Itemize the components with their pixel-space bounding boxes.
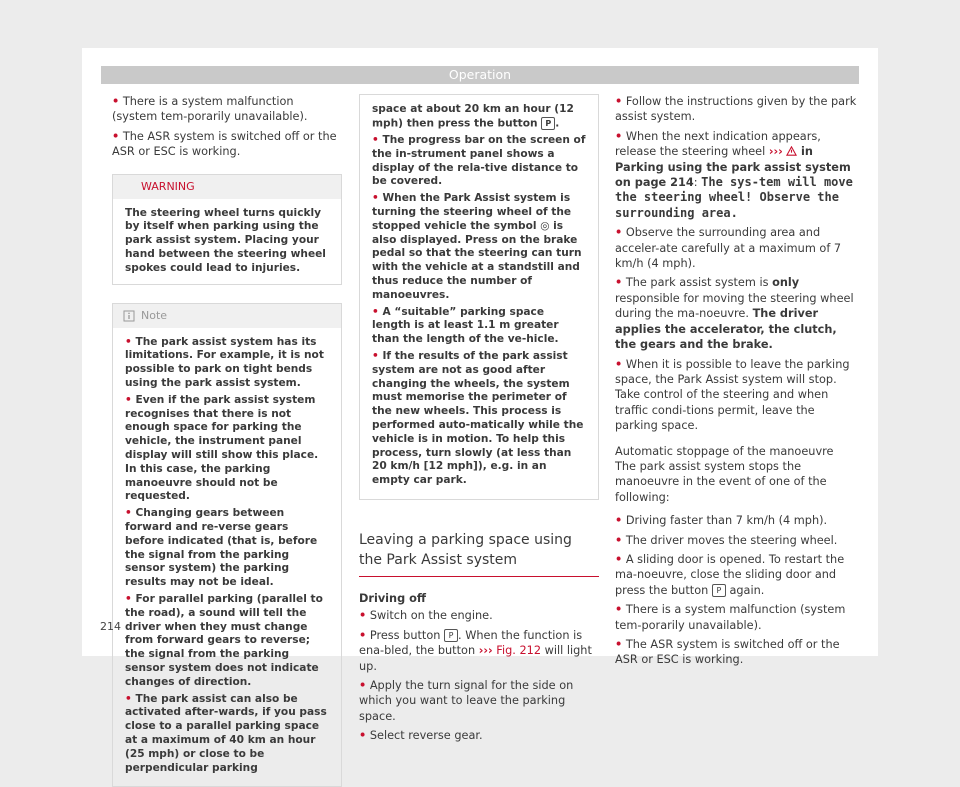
- arrow-icon: ›››: [478, 644, 493, 658]
- subheading-driving-off: Driving off: [359, 592, 427, 606]
- column-1: [112, 94, 342, 787]
- info-icon: [123, 310, 135, 322]
- list-item: • A “suitable” parking space length is at least 1.1 m greater than the length of the ve-hicle.: [372, 305, 559, 346]
- list-item: • The park assist system is only responsible for moving the steering wheel during the ma-noeuvre. The driver applies the accelerator, the clutch, the gears and the brake.: [615, 276, 854, 352]
- arrow-icon: ›››: [768, 145, 783, 159]
- list-item: • Observe the surrounding area and acceler-ate carefully at a maximum of 7 km/h (4 mph).: [615, 226, 842, 271]
- page-number: 214: [100, 620, 121, 633]
- warning-title: WARNING: [141, 179, 195, 193]
- warning-icon: [786, 146, 797, 156]
- column-2: [359, 94, 599, 748]
- note-box: [112, 303, 342, 787]
- park-assist-button-icon: P: [712, 584, 726, 597]
- list-item: • The park assist can also be activated after-wards, if you pass close to a parallel parking space at a maximum of 40 km an hour (25 mph) or close to be perpendicular parking: [125, 692, 327, 774]
- list-item: space at about 20 km an hour (12 mph) then press the button P .: [372, 103, 574, 130]
- list-item: • A sliding door is opened. To restart the ma-noeuvre, close the sliding door and press the button P again.: [615, 552, 845, 597]
- list-item: • The driver moves the steering wheel.: [615, 533, 838, 547]
- warning-header: [113, 175, 341, 199]
- list-item: • The progress bar on the screen of the in-strument panel shows a display of the rela-tive distance to be covered.: [372, 134, 586, 188]
- column-3: [615, 94, 857, 672]
- list-item: • When the Park Assist system is turning the steering wheel of the stopped vehicle the symbol ◎ is also displayed. Press on the brake pedal so that the steering can turn with the vehicle at a standstill and thus reduce the number of manoeuvres.: [372, 192, 582, 301]
- list-item: • If the results of the park assist system are not as good after changing the wheels, the system must memorise the perimeter of the new wheels. This process is performed auto-matically while the vehicle is in motion. To help this process, turn slowly (at less than 20 km/h [12 mph]), e.g. in an empty car park.: [372, 350, 584, 487]
- list-item: • Changing gears between forward and re-verse gears before indicated (that is, before the signal from the parking sensor system) the parking results may not be ideal.: [125, 507, 318, 589]
- list-item: • Apply the turn signal for the side on which you want to leave the parking space.: [359, 679, 574, 723]
- list-item: • Switch on the engine.: [359, 609, 493, 623]
- list-item: • Press button P . When the function is ena-bled, the button ››› Fig. 212 will light up.: [359, 628, 592, 673]
- note-body: [113, 328, 341, 787]
- note-continued-body: [360, 95, 598, 499]
- cross-reference[interactable]: in Parking using the park assist system on page 214: [615, 145, 851, 190]
- subheading-automatic-stoppage: Automatic stoppage of the manoeuvre: [615, 444, 834, 458]
- list-item: • The park assist system has its limitations. For example, it is not possible to park on tight bends using the park assist system.: [125, 335, 324, 389]
- list-item: • When the next indication appears, release the steering wheel ››› in Parking using the park assist system on page 214: The sys-tem will move the steering wheel! Observe the surrounding area.: [615, 129, 853, 220]
- list-item: • The ASR system is switched off or the ASR or ESC is working.: [112, 129, 337, 159]
- park-assist-button-icon: P: [444, 629, 458, 642]
- note-box-continued: [359, 94, 599, 500]
- list-item: • Driving faster than 7 km/h (4 mph).: [615, 514, 828, 528]
- section-title: Leaving a parking space using the Park Assist system: [359, 530, 599, 577]
- warning-text: The steering wheel turns quickly by itself when parking using the park assist system. Placing your hand between the steering wheel spokes could lead to injuries.: [125, 206, 326, 274]
- list-item: • Even if the park assist system recognises that there is not enough space for parking the vehicle, the instrument panel display will still show this place. In this case, the parking manoeuvre should not be requested.: [125, 393, 319, 503]
- list-item: • The ASR system is switched off or the ASR or ESC is working.: [615, 638, 840, 667]
- list-item: • Select reverse gear.: [359, 729, 483, 743]
- list-item: • When it is possible to leave the parking space, the Park Assist system will stop. Take control of the steering and when traffic condi-tions permit, leave the parking space.: [615, 357, 850, 433]
- list-item: • For parallel parking (parallel to the road), a sound will tell the driver when they must change from forward gears to reverse; the signal from the parking sensor system does not indicate changes of direction.: [125, 592, 323, 688]
- paragraph: The park assist system stops the manoeuvre in the event of one of the following:: [615, 459, 827, 504]
- display-message: The sys-tem will move the steering wheel! Observe the surrounding area.: [615, 175, 853, 220]
- warning-box: [112, 174, 342, 285]
- note-title: Note: [141, 308, 168, 322]
- list-item: • There is a system malfunction (system tem-porarily unavailable).: [615, 603, 846, 632]
- note-header: [113, 304, 341, 328]
- list-item: • There is a system malfunction (system tem-porarily unavailable).: [112, 95, 308, 124]
- park-assist-button-icon: P: [541, 117, 555, 130]
- page-header: Operation: [101, 66, 859, 84]
- figure-link[interactable]: Fig. 212: [496, 644, 542, 658]
- list-item: • Follow the instructions given by the park assist system.: [615, 95, 857, 124]
